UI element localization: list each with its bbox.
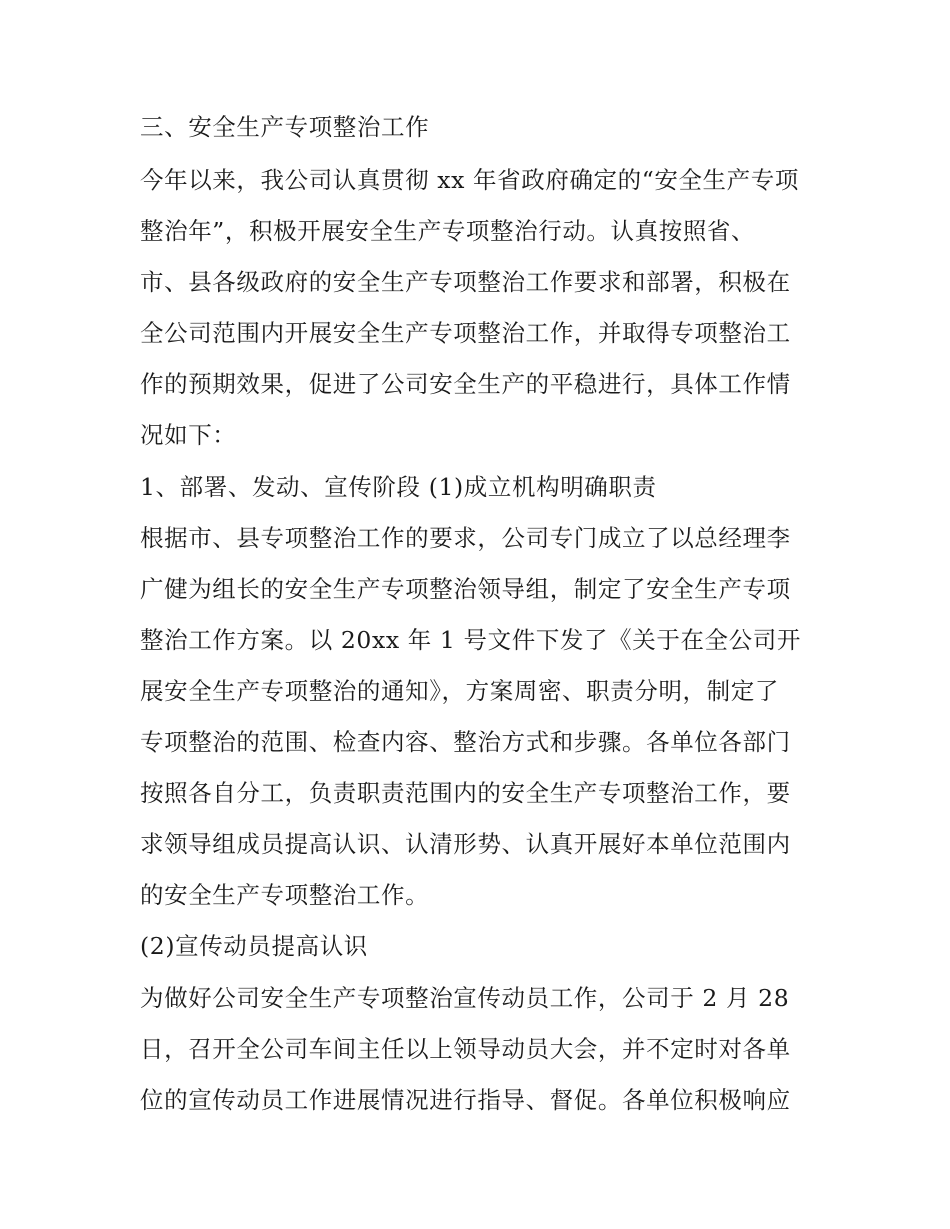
text-line: 整治工作方案。以 20xx 年 1 号文件下发了《关于在全公司开 (140, 626, 801, 654)
text-line: 的安全生产专项整治工作。 (140, 881, 430, 909)
subsection-heading: 1、部署、发动、宣传阶段 (1)成立机构明确职责 (140, 473, 657, 501)
text-line: 况如下： (140, 421, 237, 449)
text-line: 市、县各级政府的安全生产专项整治工作要求和部署，积极在 (140, 268, 791, 296)
subsection-heading: (2)宣传动员提高认识 (140, 932, 368, 960)
text-line: 整治年”，积极开展安全生产专项整治行动。认真按照省、 (140, 217, 756, 245)
text-line: 作的预期效果，促进了公司安全生产的平稳进行，具体工作情 (140, 370, 791, 398)
text-line: 广健为组长的安全生产专项整治领导组，制定了安全生产专项 (140, 575, 791, 603)
text-line: 求领导组成员提高认识、认清形势、认真开展好本单位范围内 (140, 830, 791, 858)
text-line: 位的宣传动员工作进展情况进行指导、督促。各单位积极响应 (140, 1086, 791, 1114)
text-line: 为做好公司安全生产专项整治宣传动员工作，公司于 2 月 28 (140, 984, 790, 1012)
text-line: 今年以来，我公司认真贯彻 xx 年省政府确定的“安全生产专项 (140, 166, 799, 194)
section-heading: 三、安全生产专项整治工作 (140, 113, 430, 141)
text-line: 根据市、县专项整治工作的要求，公司专门成立了以总经理李 (140, 524, 791, 552)
text-line: 日，召开全公司车间主任以上领导动员大会，并不定时对各单 (140, 1035, 791, 1063)
text-line: 按照各自分工，负责职责范围内的安全生产专项整治工作，要 (140, 779, 791, 807)
text-line: 全公司范围内开展安全生产专项整治工作，并取得专项整治工 (140, 319, 791, 347)
text-line: 专项整治的范围、检查内容、整治方式和步骤。各单位各部门 (140, 728, 791, 756)
text-line: 展安全生产专项整治的通知》，方案周密、职责分明，制定了 (140, 677, 779, 705)
